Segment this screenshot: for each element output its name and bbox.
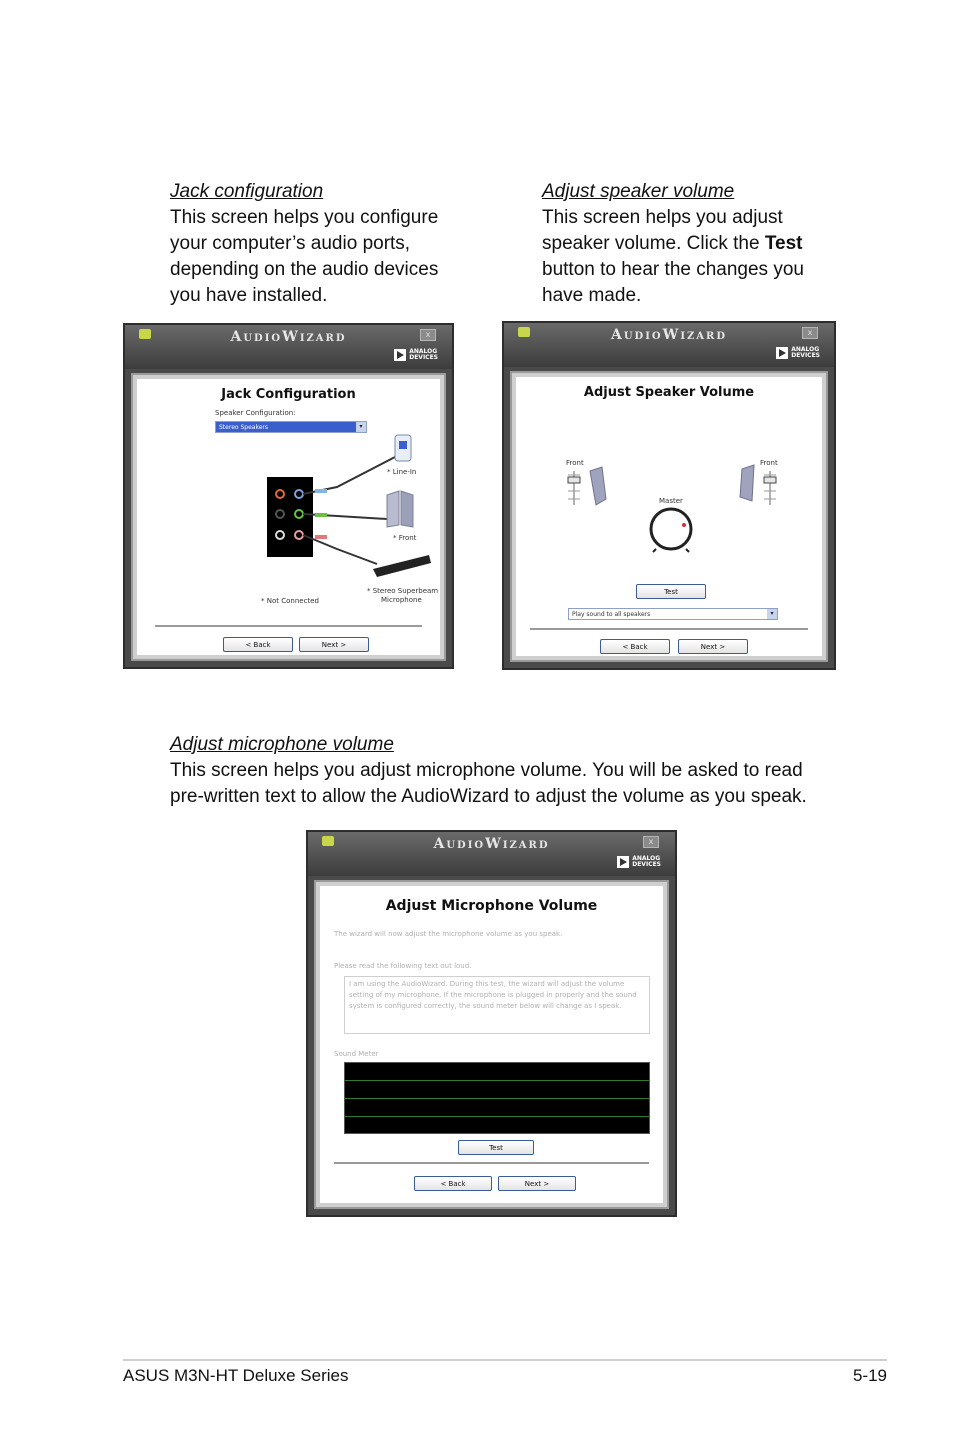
next-button[interactable]: Next >: [299, 637, 369, 652]
footer-page-number: 5-19: [852, 1366, 887, 1385]
next-button[interactable]: Next >: [498, 1176, 576, 1191]
titlebar: [504, 323, 834, 367]
jack-config-line-1: This screen helps you configure: [170, 207, 439, 228]
speaker-line-1: This screen helps you adjust: [542, 207, 783, 228]
brand-line-2: DEVICES: [409, 354, 438, 361]
test-button[interactable]: Test: [458, 1140, 534, 1155]
jack-config-heading: Jack configuration: [170, 181, 324, 202]
jack-panel: [267, 477, 313, 557]
brand-line-1: ANALOG: [409, 348, 438, 355]
master-volume-knob[interactable]: [651, 509, 691, 552]
mic-line-1: This screen helps you adjust microphone volume. You will be asked to read: [170, 760, 803, 781]
front-right-label: Front: [760, 459, 778, 467]
front-right-thumb: [764, 477, 776, 483]
mic-volume-description: [170, 732, 870, 810]
line-in-label: * Line-In: [387, 468, 417, 476]
speaker-config-label: Speaker Configuration:: [215, 409, 296, 417]
front-right-slider[interactable]: [764, 471, 776, 505]
chevron-down-icon: ▾: [767, 609, 777, 619]
speaker-line-4: have made.: [542, 285, 642, 306]
close-button[interactable]: x: [802, 327, 818, 339]
brand-line-1: ANALOG: [791, 346, 820, 353]
line-in-screen: [399, 441, 407, 449]
line-in-cable: [303, 457, 395, 494]
play-sound-select[interactable]: [568, 608, 778, 620]
mic-line-2: pre-written text to allow the AudioWizard to adjust the volume as you speak.: [170, 786, 807, 807]
mic-cable: [303, 535, 377, 564]
front-left-label: Front: [566, 459, 584, 467]
jack-config-description: [170, 179, 490, 309]
window-title: AudioWizard: [230, 329, 347, 345]
front-right-speaker-icon: [740, 465, 754, 501]
jack-config-line-2: your computer’s audio ports,: [170, 233, 411, 254]
mic-volume-heading: Adjust microphone volume: [170, 734, 394, 755]
microphone-label-1: * Stereo Superbeam: [367, 587, 439, 595]
meter-gridline: [345, 1080, 649, 1081]
meter-gridline: [345, 1098, 649, 1099]
microphone-label-2: Microphone: [381, 596, 422, 604]
window-title: AudioWizard: [433, 836, 550, 852]
titlebar: [125, 325, 452, 369]
content-panel: [510, 371, 828, 662]
brand-line-2: DEVICES: [791, 352, 820, 359]
analog-devices-icon: [394, 349, 406, 361]
master-knob-indicator: [682, 523, 686, 527]
test-button[interactable]: Test: [636, 584, 706, 599]
titlebar: [308, 832, 675, 876]
line-in-plug: [315, 489, 327, 493]
front-plug: [315, 513, 327, 517]
read-text-box: [344, 976, 650, 1034]
analog-devices-logo: [394, 347, 438, 363]
front-label: * Front: [393, 534, 417, 542]
jack-config-line-4: you have installed.: [170, 285, 328, 306]
speaker-line-2-bold: Test: [764, 233, 803, 254]
close-button[interactable]: x: [420, 329, 436, 341]
content-inner: [320, 886, 663, 1203]
mic-intro-text: The wizard will now adjust the microphone volume as you speak.: [334, 930, 563, 938]
front-left-speaker-icon: [590, 467, 606, 505]
mic-volume-window: [306, 830, 677, 1217]
jack-config-window: [123, 323, 454, 669]
separator: [334, 1162, 649, 1164]
sound-meter: [344, 1062, 650, 1134]
content-inner: [137, 379, 440, 655]
front-speaker-left: [387, 491, 399, 527]
footer-product-name: ASUS M3N-HT Deluxe Series: [123, 1366, 349, 1385]
content-panel: [314, 880, 669, 1209]
next-button[interactable]: Next >: [678, 639, 748, 654]
mic-plug: [315, 535, 327, 539]
microphone-device: [373, 555, 431, 577]
speaker-line-3: button to hear the changes you: [542, 259, 804, 280]
front-left-thumb: [568, 477, 580, 483]
read-text: I am using the AudioWizard. During this test, the wizard will adjust the volume setting of my microphone. If the microphone is plugged in properly and the sound system is configured correctly, the sound meter below will change as I speak.: [349, 980, 637, 1010]
back-button[interactable]: < Back: [414, 1176, 492, 1191]
meter-gridline: [345, 1116, 649, 1117]
mic-heading: Adjust Microphone Volume: [385, 898, 598, 914]
content-panel: [131, 373, 446, 661]
jack-config-line-3: depending on the audio devices: [170, 259, 439, 280]
mic-instruction-text: Please read the following text out loud.: [334, 962, 472, 970]
back-button[interactable]: < Back: [223, 637, 293, 652]
window-title: AudioWizard: [610, 327, 728, 343]
analog-devices-logo: [776, 345, 820, 361]
not-connected-label: * Not Connected: [261, 597, 319, 605]
brand-line-1: ANALOG: [632, 855, 661, 862]
speaker-volume-description: [542, 179, 872, 309]
brand-line-2: DEVICES: [632, 861, 661, 868]
play-sound-value: Play sound to all speakers: [572, 611, 651, 618]
sound-meter-label: Sound Meter: [334, 1050, 379, 1058]
analog-devices-icon: [617, 856, 629, 868]
separator: [530, 628, 808, 630]
speaker-line-2: [542, 231, 872, 257]
speaker-volume-controls: [516, 377, 826, 577]
speaker-volume-window: [502, 321, 836, 670]
speaker-line-2-text: speaker volume. Click the: [542, 233, 765, 254]
close-button[interactable]: x: [643, 836, 659, 848]
footer-rule: [123, 1359, 887, 1361]
analog-devices-icon: [776, 347, 788, 359]
chevron-down-icon: ▾: [356, 422, 366, 432]
separator: [155, 625, 422, 627]
speaker-heading: Adjust Speaker Volume: [583, 385, 755, 400]
jack-heading: Jack Configuration: [221, 387, 356, 402]
analog-devices-logo: [617, 854, 661, 870]
speaker-volume-heading: Adjust speaker volume: [542, 181, 735, 202]
back-button[interactable]: < Back: [600, 639, 670, 654]
front-left-slider[interactable]: [568, 471, 580, 505]
master-label: Master: [659, 497, 683, 505]
content-inner: [516, 377, 822, 656]
front-speaker-right: [401, 491, 413, 527]
speaker-config-value: Stereo Speakers: [219, 424, 268, 431]
